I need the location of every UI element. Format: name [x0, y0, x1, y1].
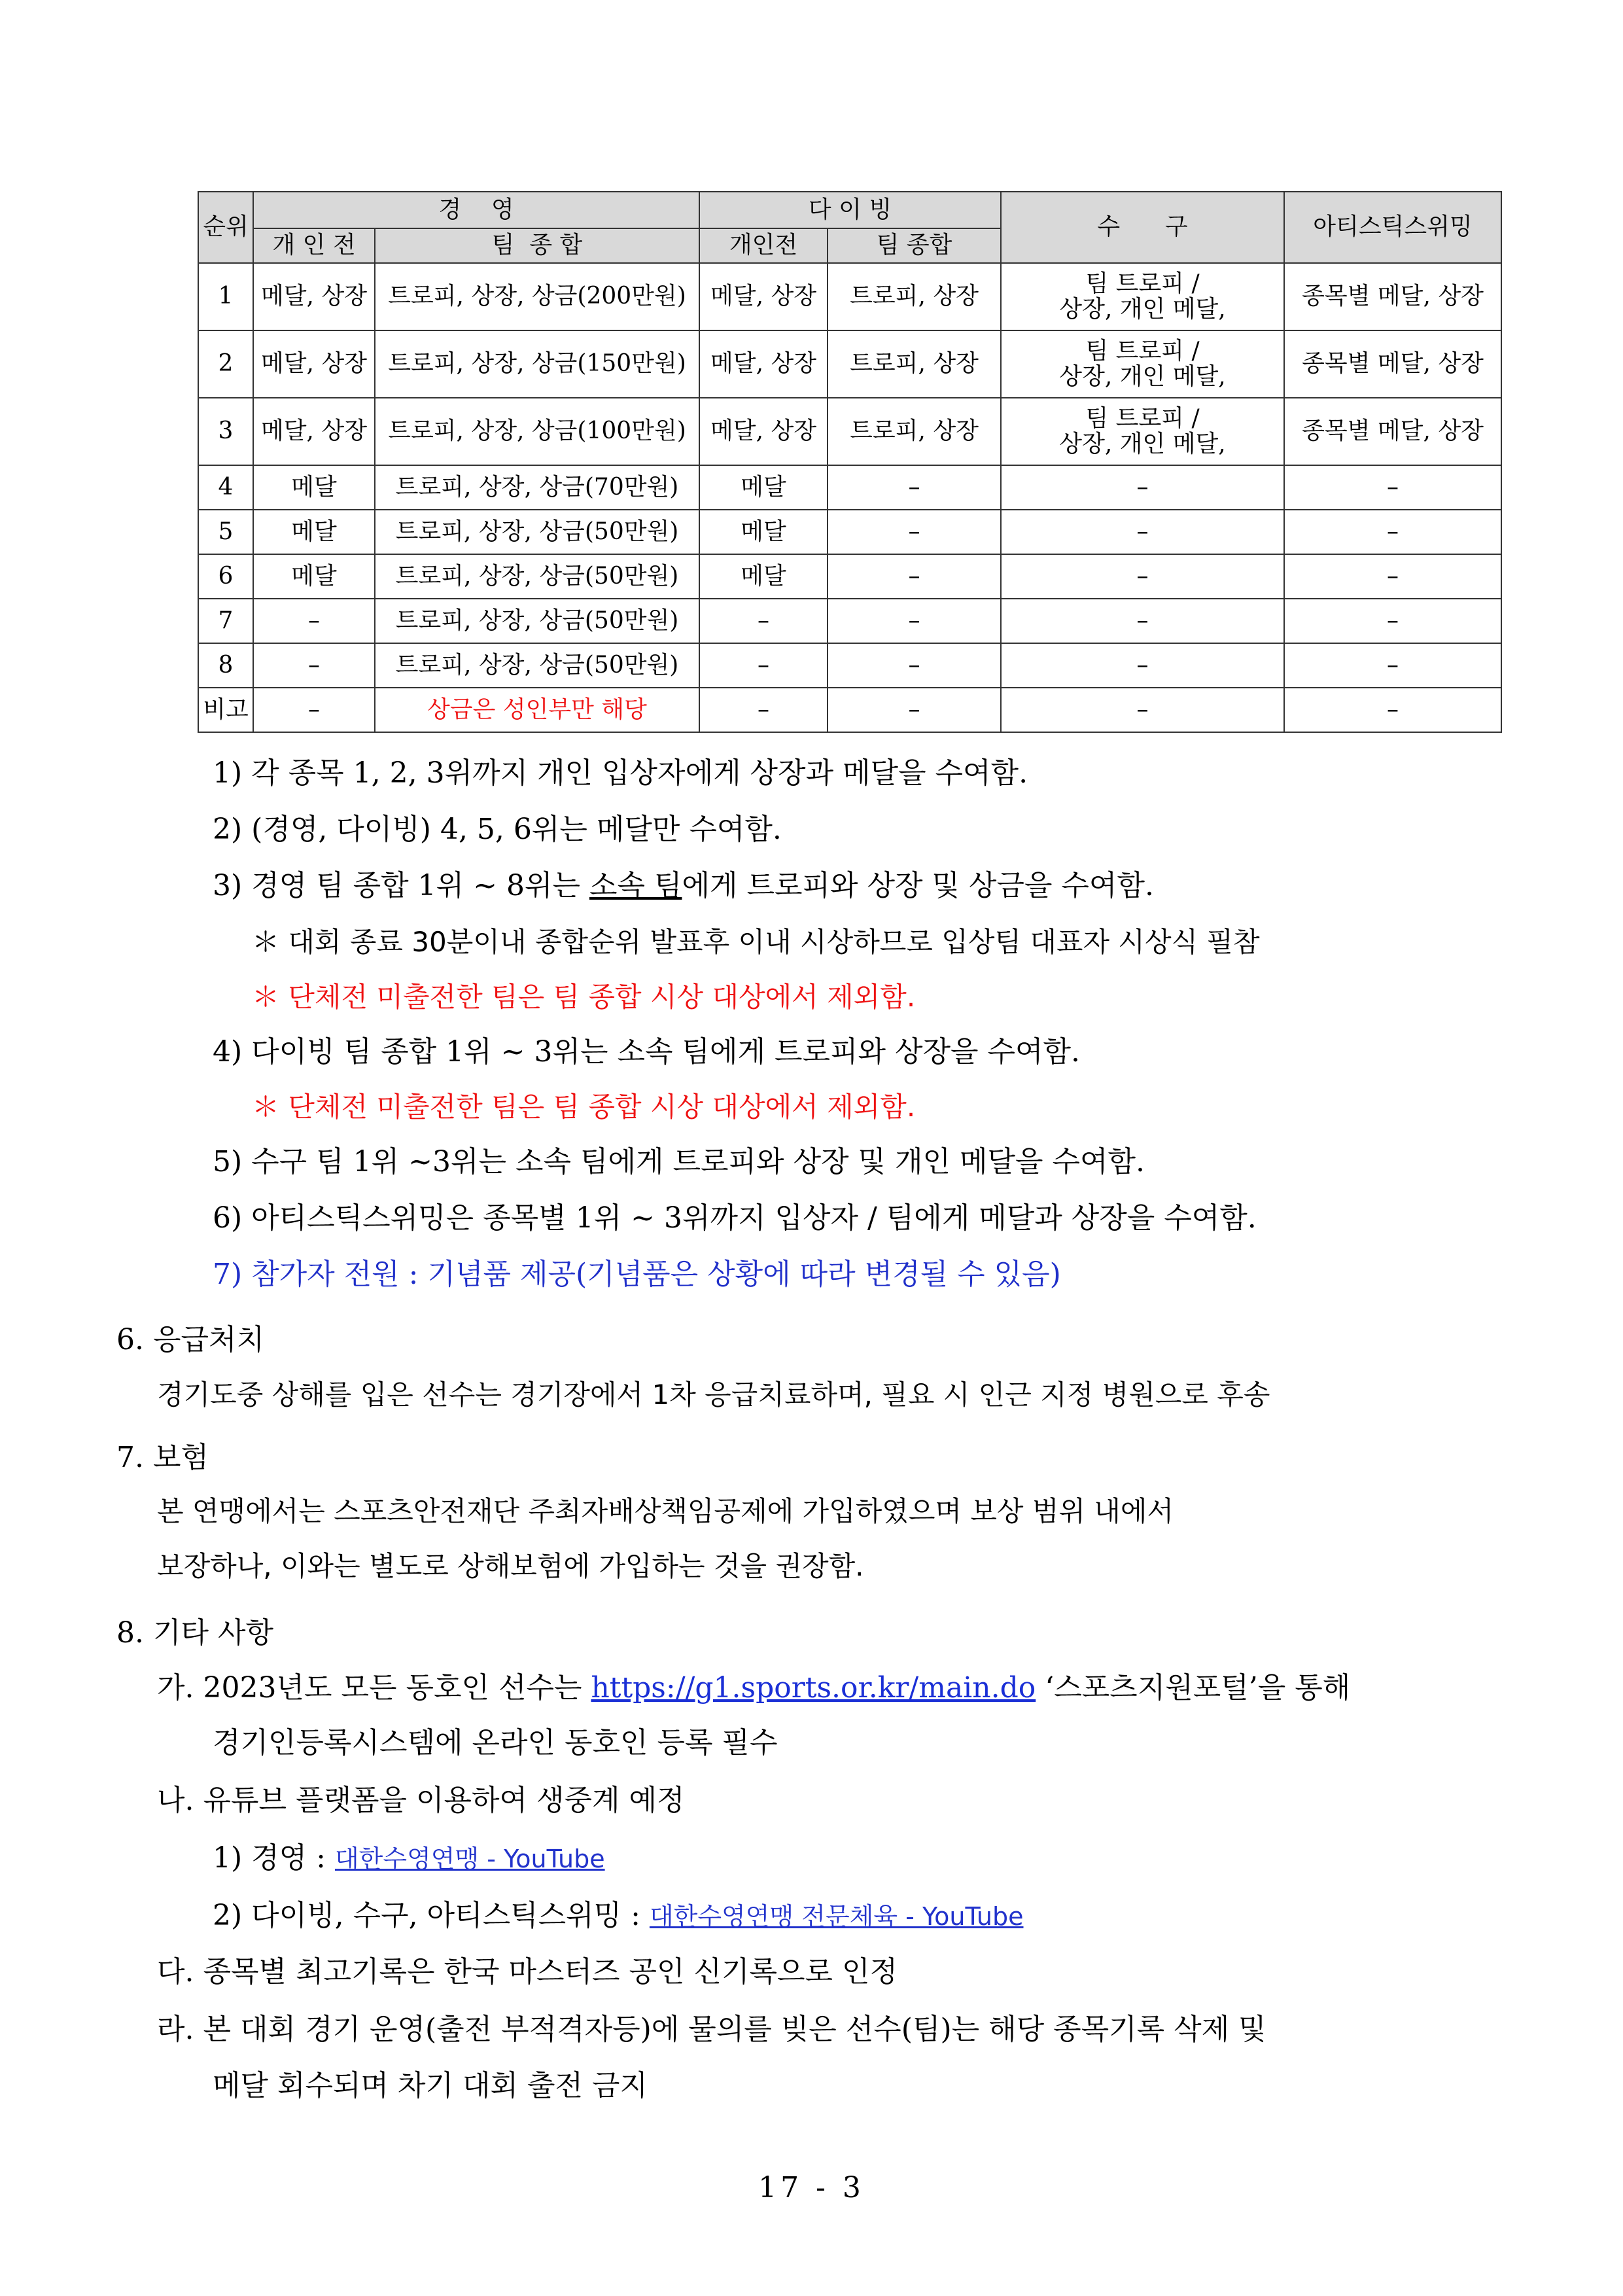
- na-1-label: 1) 경영 :: [213, 1841, 335, 1875]
- table-row: [198, 263, 1501, 330]
- artistic-cell: –: [1284, 688, 1501, 732]
- rank-cell: 1: [198, 263, 253, 330]
- rank-cell: 4: [198, 465, 253, 510]
- header-rank: 순위: [198, 192, 253, 263]
- water-polo-line1: 팀 트로피 /: [1085, 270, 1200, 297]
- table-row: [198, 599, 1501, 643]
- table-row: [198, 554, 1501, 599]
- rank-cell: 6: [198, 554, 253, 599]
- section-8-title: 8. 기타 사항: [116, 1616, 273, 1650]
- dive-individual-cell: –: [699, 688, 828, 732]
- dive-team-cell: 트로피, 상장: [828, 398, 1001, 465]
- dive-individual-cell: 메달: [699, 510, 828, 554]
- dive-individual-cell: 메달: [699, 554, 828, 599]
- note-6: 6) 아티스틱스위밍은 종목별 1위 ~ 3위까지 입상자 / 팀에게 메달과 상장을 수여함.: [213, 1201, 1257, 1235]
- dive-team-cell: –: [828, 643, 1001, 688]
- youtube-link-swimming[interactable]: 대한수영연맹 - YouTube: [334, 1845, 605, 1873]
- rank-cell: 2: [198, 330, 253, 398]
- water-polo-line2: 상장, 개인 메달,: [1059, 430, 1226, 457]
- swim-team-cell: 트로피, 상장, 상금(70만원): [375, 465, 699, 510]
- water-polo-line2: 상장, 개인 메달,: [1059, 295, 1226, 323]
- water-polo-line1: 팀 트로피 /: [1085, 337, 1200, 364]
- note-label-cell: 비고: [198, 688, 253, 732]
- prize-note-cell: 상금은 성인부만 해당: [375, 688, 699, 732]
- note-5: 5) 수구 팀 1위 ~3위는 소속 팀에게 트로피와 상장 및 개인 메달을 수여함.: [213, 1145, 1145, 1178]
- dive-team-cell: 트로피, 상장: [828, 263, 1001, 330]
- dive-individual-cell: 메달, 상장: [699, 263, 828, 330]
- note-3: [213, 866, 1154, 906]
- youtube-link-elite-sports[interactable]: 대한수영연맹 전문체육 - YouTube: [649, 1902, 1024, 1931]
- section-8-item-ga: [157, 1669, 1350, 1708]
- section-6-title: 6. 응급처치: [116, 1323, 264, 1356]
- note-4-star: ＊ 단체전 미출전한 팀은 팀 종합 시상 대상에서 제외함.: [252, 1091, 916, 1123]
- item-ga-text: 가. 2023년도 모든 동호인 선수는: [157, 1671, 591, 1704]
- artistic-cell: –: [1284, 554, 1501, 599]
- header-diving-team: 팀 종합: [828, 228, 1001, 263]
- water-polo-cell: –: [1001, 599, 1284, 643]
- water-polo-line1: 팀 트로피 /: [1085, 404, 1200, 432]
- dive-individual-cell: –: [699, 599, 828, 643]
- header-diving: 다 이 빙: [699, 192, 1001, 228]
- water-polo-cell: [1001, 330, 1284, 398]
- section-8-item-na-2: [213, 1896, 1024, 1936]
- water-polo-cell: –: [1001, 643, 1284, 688]
- rank-cell: 5: [198, 510, 253, 554]
- swim-team-cell: 트로피, 상장, 상금(100만원): [375, 398, 699, 465]
- note-3-star-2: ＊ 단체전 미출전한 팀은 팀 종합 시상 대상에서 제외함.: [252, 981, 916, 1013]
- table-header-row: [198, 192, 1501, 228]
- dive-individual-cell: 메달: [699, 465, 828, 510]
- item-ga-text-end: ‘스포츠지원포털’을 통해: [1036, 1671, 1351, 1704]
- table-note-row: [198, 688, 1501, 732]
- section-8-item-ra: 라. 본 대회 경기 운영(출전 부적격자등)에 물의를 빚은 선수(팀)는 해당 종목기록 삭제 및: [157, 2013, 1266, 2046]
- note-2: 2) (경영, 다이빙) 4, 5, 6위는 메달만 수여함.: [213, 813, 782, 846]
- na-2-label: 2) 다이빙, 수구, 아티스틱스위밍 :: [213, 1899, 650, 1932]
- dive-team-cell: –: [828, 554, 1001, 599]
- table-row: [198, 330, 1501, 398]
- artistic-cell: –: [1284, 465, 1501, 510]
- artistic-cell: –: [1284, 510, 1501, 554]
- dive-team-cell: –: [828, 688, 1001, 732]
- swim-individual-cell: –: [253, 599, 375, 643]
- swim-team-cell: 트로피, 상장, 상금(50만원): [375, 599, 699, 643]
- water-polo-cell: –: [1001, 688, 1284, 732]
- note-4: 4) 다이빙 팀 종합 1위 ~ 3위는 소속 팀에게 트로피와 상장을 수여함.: [213, 1035, 1080, 1069]
- dive-individual-cell: –: [699, 643, 828, 688]
- rank-cell: 8: [198, 643, 253, 688]
- header-swimming: 경 영: [253, 192, 699, 228]
- water-polo-cell: [1001, 263, 1284, 330]
- swim-team-cell: 트로피, 상장, 상금(50만원): [375, 554, 699, 599]
- section-7-body-1: 본 연맹에서는 스포츠안전재단 주최자배상책임공제에 가입하였으며 보상 범위 내에서: [157, 1495, 1174, 1527]
- rank-cell: 3: [198, 398, 253, 465]
- dive-team-cell: –: [828, 510, 1001, 554]
- dive-team-cell: 트로피, 상장: [828, 330, 1001, 398]
- table-row: [198, 398, 1501, 465]
- header-artistic: 아티스틱스위밍: [1284, 192, 1501, 263]
- note-3-text-end: 에게 트로피와 상장 및 상금을 수여함.: [682, 869, 1154, 902]
- table-row: [198, 643, 1501, 688]
- section-6-body: 경기도중 상해를 입은 선수는 경기장에서 1차 응급치료하며, 필요 시 인근 지정 병원으로 후송: [157, 1379, 1270, 1411]
- swim-individual-cell: –: [253, 688, 375, 732]
- header-diving-individual: 개인전: [699, 228, 828, 263]
- section-8-item-da: 다. 종목별 최고기록은 한국 마스터즈 공인 신기록으로 인정: [157, 1955, 898, 1988]
- swim-individual-cell: 메달, 상장: [253, 398, 375, 465]
- header-swimming-individual: 개 인 전: [253, 228, 375, 263]
- note-7: 7) 참가자 전원 : 기념품 제공(기념품은 상황에 따라 변경될 수 있음): [213, 1258, 1061, 1291]
- note-3-star-1: ＊ 대회 종료 30분이내 종합순위 발표후 이내 시상하므로 입상팀 대표자 시상식 필참: [252, 926, 1260, 958]
- water-polo-cell: –: [1001, 465, 1284, 510]
- dive-team-cell: –: [828, 465, 1001, 510]
- water-polo-cell: [1001, 398, 1284, 465]
- table-row: [198, 510, 1501, 554]
- swim-individual-cell: 메달: [253, 510, 375, 554]
- section-7-body-2: 보장하나, 이와는 별도로 상해보험에 가입하는 것을 권장함.: [157, 1550, 864, 1582]
- note-3-text: 3) 경영 팀 종합 1위 ~ 8위는: [213, 869, 589, 902]
- artistic-cell: –: [1284, 643, 1501, 688]
- sports-portal-link[interactable]: https://g1.sports.or.kr/main.do: [591, 1671, 1036, 1704]
- rank-cell: 7: [198, 599, 253, 643]
- water-polo-line2: 상장, 개인 메달,: [1059, 362, 1226, 390]
- page-number: 17 - 3: [758, 2171, 865, 2204]
- dive-individual-cell: 메달, 상장: [699, 330, 828, 398]
- dive-team-cell: –: [828, 599, 1001, 643]
- swim-individual-cell: –: [253, 643, 375, 688]
- swim-team-cell: 트로피, 상장, 상금(50만원): [375, 643, 699, 688]
- swim-individual-cell: 메달, 상장: [253, 330, 375, 398]
- section-7-title: 7. 보험: [116, 1441, 209, 1474]
- awards-table: [198, 191, 1502, 733]
- swim-team-cell: 트로피, 상장, 상금(150만원): [375, 330, 699, 398]
- artistic-cell: –: [1284, 599, 1501, 643]
- artistic-cell: 종목별 메달, 상장: [1284, 398, 1501, 465]
- water-polo-cell: –: [1001, 554, 1284, 599]
- note-1: 1) 각 종목 1, 2, 3위까지 개인 입상자에게 상장과 메달을 수여함.: [213, 756, 1028, 790]
- swim-individual-cell: 메달: [253, 554, 375, 599]
- section-8-item-ga-line2: 경기인등록시스템에 온라인 동호인 등록 필수: [213, 1726, 778, 1759]
- dive-individual-cell: 메달, 상장: [699, 398, 828, 465]
- swim-team-cell: 트로피, 상장, 상금(200만원): [375, 263, 699, 330]
- artistic-cell: 종목별 메달, 상장: [1284, 330, 1501, 398]
- swim-team-cell: 트로피, 상장, 상금(50만원): [375, 510, 699, 554]
- note-3-underlined: 소속 팀: [589, 869, 682, 902]
- section-8-item-na-1: [213, 1839, 605, 1879]
- water-polo-cell: –: [1001, 510, 1284, 554]
- section-8-item-ra-line2: 메달 회수되며 차기 대회 출전 금지: [213, 2069, 648, 2102]
- artistic-cell: 종목별 메달, 상장: [1284, 263, 1501, 330]
- table-row: [198, 465, 1501, 510]
- header-swimming-team: 팀 종 합: [375, 228, 699, 263]
- swim-individual-cell: 메달, 상장: [253, 263, 375, 330]
- header-water-polo: 수 구: [1001, 192, 1284, 263]
- section-8-item-na: 나. 유튜브 플랫폼을 이용하여 생중계 예정: [157, 1784, 685, 1817]
- swim-individual-cell: 메달: [253, 465, 375, 510]
